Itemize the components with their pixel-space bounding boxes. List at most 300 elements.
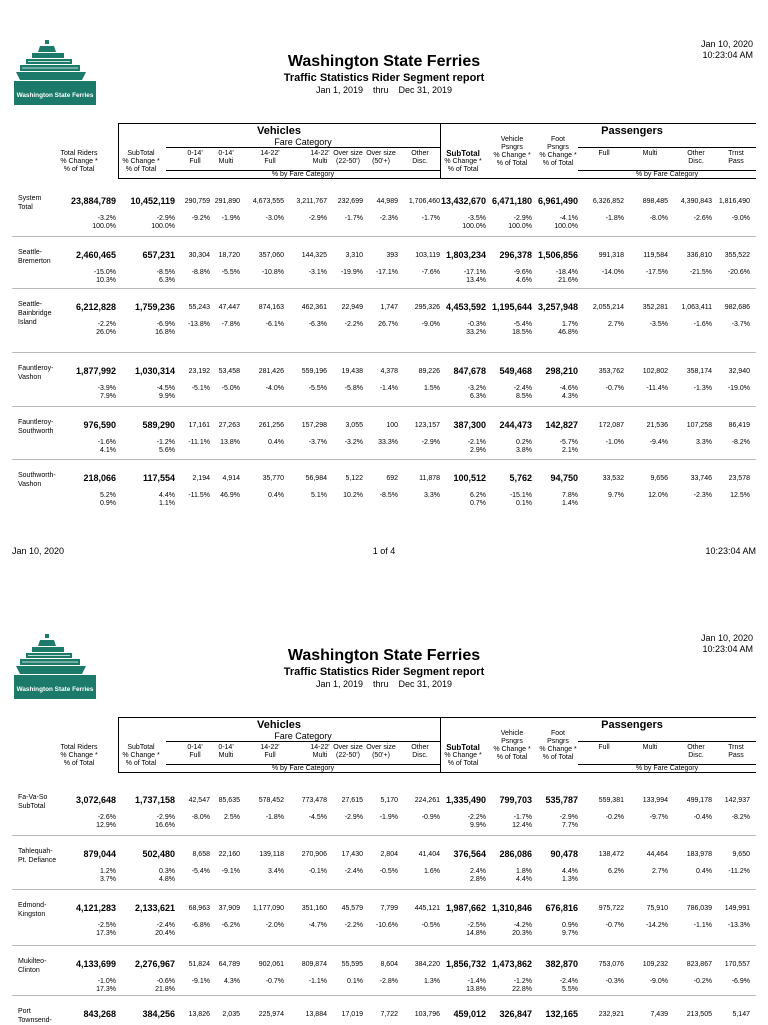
cell-pct-change: 4.4% [562,868,578,875]
cell-pct-change: -8.2% [731,814,750,821]
cell-pct-total: 1.3% [562,876,578,883]
cell-value: 103,796 [414,1011,440,1018]
cell-pct-change: -2.2% [467,814,486,821]
cell-value: 559,381 [598,797,624,804]
cell-value: 773,478 [301,797,327,804]
cell-pct-change: 3.4% [268,868,284,875]
report-page-2 [0,594,768,1024]
cell-value: 42,547 [188,797,210,804]
cell-value: 355,522 [724,252,750,259]
cell-value: 902,061 [258,961,284,968]
cell-pct-change: -8.8% [191,269,210,276]
cell-value: 281,426 [258,368,284,375]
cell-value: 9,650 [732,851,750,858]
cell-pct-total: 1.1% [159,500,175,507]
cell-value: 799,703 [499,795,532,805]
report-title: Washington State Ferries [287,647,481,664]
route-name: SubTotal [18,803,46,810]
vehicle-psngrs-header: Psngrs [501,144,523,151]
cell-value: 17,019 [341,1011,363,1018]
foot-psngrs-header: % Change * [539,152,577,159]
cell-pct-change: -1.1% [308,978,327,985]
cell-value: 4,673,555 [252,198,284,205]
cell-value: 22,160 [218,851,240,858]
cell-value: 2,194 [192,475,210,482]
cell-value: 13,432,670 [440,196,486,206]
cell-pct-change: -4.1% [559,215,578,222]
cell-pct-change: -0.2% [605,814,624,821]
veh-col-header: Other [411,744,429,751]
cell-value: 4,378 [380,368,398,375]
total-riders-header: % of Total [63,760,95,767]
cell-pct-change: 0.1% [347,978,363,985]
cell-value: 23,192 [188,368,210,375]
cell-value: 462,361 [301,304,327,311]
cell-pct-total: 16.6% [155,822,175,829]
cell-value: 23,578 [728,475,750,482]
subtotal-header: SubTotal [127,150,155,157]
veh-col-header: 0-14' [218,150,234,157]
cell-value: 589,290 [142,420,175,430]
cell-pct-change: -8.2% [731,439,750,446]
cell-value: 3,310 [345,252,363,259]
cell-pct-change: -11.1% [188,439,210,446]
cell-pct-change: -8.5% [156,269,175,276]
cell-pct-change: 0.4% [696,868,712,875]
foot-psngrs-header: % Change * [539,746,577,753]
veh-col-header: 14-22' [310,744,330,751]
cell-pct-change: -2.0% [265,922,284,929]
cell-pct-total: 4.6% [516,277,532,284]
pax-subtotal-header: SubTotal [446,743,480,752]
cell-value: 975,722 [598,905,624,912]
cell-pct-change: -0.9% [421,814,440,821]
pax-pct-by-fare-header: % by Fare Category [635,171,699,178]
cell-pct-change: -2.9% [156,814,175,821]
cell-pct-total: 2.9% [470,447,486,454]
cell-value: 27,263 [218,422,240,429]
cell-pct-change: -1.2% [513,978,532,985]
cell-pct-total: 4.4% [516,876,532,883]
route-name: Vashon [18,374,42,381]
cell-pct-change: 5.2% [100,492,116,499]
vehicle-psngrs-header: % Change * [493,746,531,753]
cell-pct-change: -2.9% [156,215,175,222]
cell-pct-change: -0.7% [605,385,624,392]
row-separator [12,995,756,996]
cell-pct-total: 3.8% [516,447,532,454]
route-name: Fauntleroy- [18,365,54,372]
cell-pct-change: -6.3% [308,321,327,328]
cell-value: 7,439 [650,1011,668,1018]
cell-value: 823,867 [686,961,712,968]
cell-value: 357,060 [258,252,284,259]
total-riders-header: Total Riders [60,744,98,751]
veh-col-header: Other [411,150,429,157]
cell-pct-change: -17.1% [375,269,398,276]
veh-col-header: 14-22' [260,150,280,157]
veh-col-header: 0-14' [187,744,203,751]
veh-col-header: Full [189,752,201,759]
cell-pct-change: -0.7% [605,922,624,929]
cell-pct-change: -3.2% [344,439,363,446]
cell-value: 5,147 [732,1011,750,1018]
cell-value: 90,478 [550,849,578,859]
cell-value: 13,884 [305,1011,327,1018]
cell-value: 459,012 [453,1009,486,1019]
foot-psngrs-header: % of Total [542,754,574,761]
page-number: 1 of 4 [372,546,396,556]
cell-pct-change: -13.8% [187,321,210,328]
cell-value: 170,557 [724,961,750,968]
cell-pct-change: -14.0% [601,269,624,276]
cell-pct-total: 100.0% [92,223,116,230]
cell-value: 358,174 [686,368,712,375]
foot-psngrs-header: Psngrs [547,144,569,151]
cell-value: 21,536 [646,422,668,429]
cell-value: 100,512 [453,473,486,483]
cell-value: 4,121,283 [75,903,116,913]
cell-value: 30,304 [188,252,210,259]
cell-value: 786,039 [686,905,712,912]
cell-value: 119,584 [643,252,668,259]
cell-value: 1,737,158 [134,795,175,805]
veh-col-header: (50'+) [372,752,390,759]
pax-col-header: Full [598,150,610,157]
cell-pct-change: -3.5% [467,215,486,222]
vehicles-header: Vehicles [256,719,302,731]
route-name: Tahlequah- [18,848,53,855]
cell-value: 753,076 [598,961,624,968]
cell-value: 18,720 [218,252,240,259]
cell-pct-change: -9.1% [221,868,240,875]
cell-value: 2,804 [380,851,398,858]
cell-value: 1,310,846 [491,903,532,913]
cell-value: 123,157 [414,422,440,429]
pax-col-header: Full [598,744,610,751]
cell-pct-total: 2.8% [470,876,486,883]
route-name: Southworth- [18,472,56,479]
route-name: Port [18,1008,31,1015]
cell-pct-change: -1.9% [221,215,240,222]
cell-value: 1,063,411 [681,304,712,311]
cell-value: 64,789 [218,961,240,968]
cell-pct-change: 2.7% [652,868,668,875]
cell-pct-change: -9.4% [649,439,668,446]
route-name: Fa-Va-So [18,794,48,801]
cell-pct-change: -3.9% [97,385,116,392]
pax-subtotal-header: % of Total [447,166,479,173]
cell-pct-change: -9.1% [191,978,210,985]
cell-pct-change: 1.7% [562,321,578,328]
veh-col-header: Multi [218,752,234,759]
cell-value: 47,447 [218,304,240,311]
cell-value: 1,030,314 [134,366,175,376]
cell-pct-change: -9.0% [421,321,440,328]
cell-pct-total: 0.9% [100,500,116,507]
fare-category-header: Fare Category [274,731,332,741]
cell-value: 5,762 [509,473,532,483]
cell-value: 2,133,621 [134,903,175,913]
cell-pct-change: -1.4% [379,385,398,392]
cell-value: 657,231 [142,250,175,260]
cell-pct-change: -2.9% [559,814,578,821]
route-name: Pt. Defiance [18,857,57,864]
pax-subtotal-header: SubTotal [446,149,480,158]
cell-pct-change: -5.7% [559,439,578,446]
cell-pct-change: -2.9% [513,215,532,222]
cell-value: 991,318 [598,252,624,259]
pax-col-header: Disc. [688,158,704,165]
cell-pct-change: -3.2% [97,215,116,222]
cell-value: 298,210 [545,366,578,376]
cell-pct-change: -1.3% [693,385,712,392]
cell-pct-change: -3.0% [265,215,284,222]
cell-pct-change: 2.4% [470,868,486,875]
cell-pct-change: 0.4% [268,439,284,446]
cell-value: 109,232 [642,961,668,968]
cell-pct-change: 10.2% [343,492,363,499]
cell-value: 232,699 [337,198,363,205]
cell-pct-change: -11.5% [188,492,210,499]
cell-value: 6,212,828 [75,302,116,312]
cell-pct-change: -9.0% [649,978,668,985]
cell-pct-change: -9.7% [649,814,668,821]
cell-pct-change: -3.1% [308,269,327,276]
cell-value: 384,220 [414,961,440,968]
cell-pct-total: 2.1% [562,447,578,454]
cell-value: 549,468 [499,366,532,376]
route-name: Bainbridge [18,310,52,317]
cell-pct-change: -11.2% [728,868,750,875]
cell-value: 879,044 [83,849,116,859]
route-name: Vashon [18,481,42,488]
cell-value: 2,460,465 [75,250,116,260]
cell-value: 847,678 [453,366,486,376]
cell-pct-change: -1.1% [693,922,712,929]
veh-col-header: Over size [333,150,363,157]
veh-col-header: Multi [312,158,328,165]
cell-value: 1,747 [380,304,398,311]
cell-pct-change: 1.6% [424,868,440,875]
cell-value: 55,595 [341,961,363,968]
cell-value: 8,604 [380,961,398,968]
cell-value: 103,119 [415,252,440,259]
cell-value: 138,472 [598,851,624,858]
cell-pct-change: -9.2% [191,215,210,222]
cell-value: 6,961,490 [537,196,578,206]
cell-pct-change: -1.7% [513,814,532,821]
cell-value: 45,579 [341,905,363,912]
fare-category-rule [166,741,440,742]
pct-by-fare-header: % by Fare Category [271,171,335,178]
cell-value: 382,870 [545,959,578,969]
cell-pct-change: -2.4% [156,922,175,929]
cell-value: 232,921 [598,1011,624,1018]
cell-pct-total: 4.3% [562,393,578,400]
pax-col-header: Pass [728,158,744,165]
subtotal-header: % of Total [125,760,157,767]
cell-value: 4,133,699 [75,959,116,969]
cell-pct-change: 2.7% [608,321,624,328]
cell-value: 3,072,648 [75,795,116,805]
cell-value: 139,118 [259,851,284,858]
cell-pct-change: -4.5% [308,814,327,821]
cell-pct-change: -18.4% [555,269,578,276]
cell-pct-change: -2.2% [344,321,363,328]
row-separator [12,459,756,460]
route-name: Southworth [18,428,54,435]
cell-value: 53,458 [218,368,240,375]
cell-pct-change: -0.3% [467,321,486,328]
veh-col-header: Full [264,158,276,165]
cell-pct-change: -19.0% [727,385,750,392]
cell-pct-change: -2.2% [97,321,116,328]
cell-pct-total: 7.7% [562,822,578,829]
cell-value: 17,161 [188,422,210,429]
cell-pct-total: 9.7% [562,930,578,937]
cell-pct-change: -6.8% [191,922,210,929]
cell-value: 535,787 [545,795,578,805]
cell-pct-change: -4.7% [308,922,327,929]
cell-pct-total: 100.0% [554,223,578,230]
cell-value: 982,686 [724,304,750,311]
cell-pct-change: 0.9% [562,922,578,929]
cell-pct-change: -1.7% [421,215,440,222]
cell-pct-change: -0.5% [421,922,440,929]
cell-value: 17,430 [341,851,363,858]
cell-value: 132,165 [545,1009,578,1019]
cell-value: 89,226 [418,368,440,375]
cell-pct-total: 46.8% [558,329,578,336]
svg-text:Washington State Ferries: Washington State Ferries [16,686,94,693]
cell-value: 291,890 [214,198,240,205]
cell-pct-total: 3.7% [100,876,116,883]
vehicle-psngrs-header: Vehicle [500,136,524,143]
cell-pct-change: -1.8% [265,814,284,821]
cell-pct-total: 4.1% [100,447,116,454]
cell-pct-total: 100.0% [508,223,532,230]
cell-pct-change: -2.9% [308,215,327,222]
veh-col-header: Full [189,158,201,165]
cell-value: 393 [386,252,398,259]
cell-value: 3,211,767 [296,198,327,205]
route-name: Seattle- [18,301,43,308]
cell-pct-change: 26.7% [378,321,398,328]
cell-value: 1,177,090 [252,905,284,912]
cell-value: 4,453,592 [445,302,486,312]
cell-value: 295,326 [414,304,440,311]
cell-value: 843,268 [83,1009,116,1019]
cell-pct-change: 0.4% [268,492,284,499]
vehicles-header: Vehicles [256,125,302,137]
cell-value: 2,035 [222,1011,240,1018]
cell-value: 68,963 [188,905,210,912]
cell-pct-change: -2.9% [344,814,363,821]
cell-value: 33,532 [602,475,624,482]
cell-value: 55,243 [188,304,210,311]
cell-pct-total: 17.3% [96,930,116,937]
cell-pct-total: 5.5% [562,986,578,993]
foot-psngrs-header: Foot [550,730,565,737]
pax-fare-rule [578,741,756,742]
pax-col-header: Trnst [728,744,744,751]
cell-pct-change: -2.2% [344,922,363,929]
cell-pct-change: -20.6% [727,269,750,276]
cell-value: 85,635 [218,797,240,804]
cell-value: 8,658 [192,851,210,858]
cell-pct-change: 1.5% [424,385,440,392]
route-name: Seattle- [18,249,43,256]
subtotal-header: % Change * [122,158,160,165]
cell-pct-change: -0.7% [265,978,284,985]
cell-value: 117,554 [142,473,175,483]
cell-pct-change: 1.8% [516,868,532,875]
cell-value: 676,816 [545,903,578,913]
cell-pct-change: -19.9% [340,269,363,276]
cell-pct-total: 100.0% [151,223,175,230]
row-separator [12,406,756,407]
cell-pct-change: 2.5% [224,814,240,821]
cell-value: 56,984 [305,475,327,482]
cell-pct-change: -3.7% [731,321,750,328]
cell-value: 144,325 [301,252,327,259]
cell-pct-change: -2.8% [379,978,398,985]
cell-pct-change: 46.9% [220,492,240,499]
veh-col-header: (22-50') [336,752,360,759]
vehicle-psngrs-header: Psngrs [501,738,523,745]
cell-value: 387,300 [453,420,486,430]
cell-pct-change: -6.9% [156,321,175,328]
cell-pct-change: -8.5% [379,492,398,499]
cell-pct-total: 20.3% [512,930,532,937]
total-riders-header: % Change * [60,158,98,165]
subtotal-header: % Change * [122,752,160,759]
cell-pct-change: -4.5% [156,385,175,392]
row-separator [12,889,756,890]
cell-pct-total: 21.8% [155,986,175,993]
row-separator [12,352,756,353]
cell-pct-change: 6.2% [470,492,486,499]
veh-col-header: Over size [333,744,363,751]
cell-value: 4,914 [222,475,240,482]
cell-pct-change: 5.1% [311,492,327,499]
cell-value: 384,256 [142,1009,175,1019]
cell-pct-total: 6.3% [470,393,486,400]
cell-pct-total: 12.4% [512,822,532,829]
route-name: Kingston [18,911,46,918]
cell-pct-change: -2.3% [379,215,398,222]
cell-value: 353,762 [598,368,624,375]
cell-pct-change: -6.2% [221,922,240,929]
cell-value: 1,195,644 [491,302,532,312]
row-separator [12,288,756,289]
cell-pct-change: -2.9% [421,439,440,446]
footer-time: 10:23:04 AM [705,546,756,556]
cell-value: 35,770 [262,475,284,482]
cell-pct-change: 0.2% [516,439,532,446]
report-period: Jan 1, 2019 thru Dec 31, 2019 [315,679,453,689]
cell-value: 157,298 [301,422,327,429]
route-name: Bremerton [18,258,51,265]
cell-pct-change: -0.4% [693,814,712,821]
cell-pct-change: -1.6% [97,439,116,446]
subtotal-header: SubTotal [127,744,155,751]
cell-pct-change: 4.4% [159,492,175,499]
cell-value: 1,816,490 [718,198,750,205]
pax-col-header: Multi [642,744,658,751]
cell-pct-change: 4.3% [224,978,240,985]
